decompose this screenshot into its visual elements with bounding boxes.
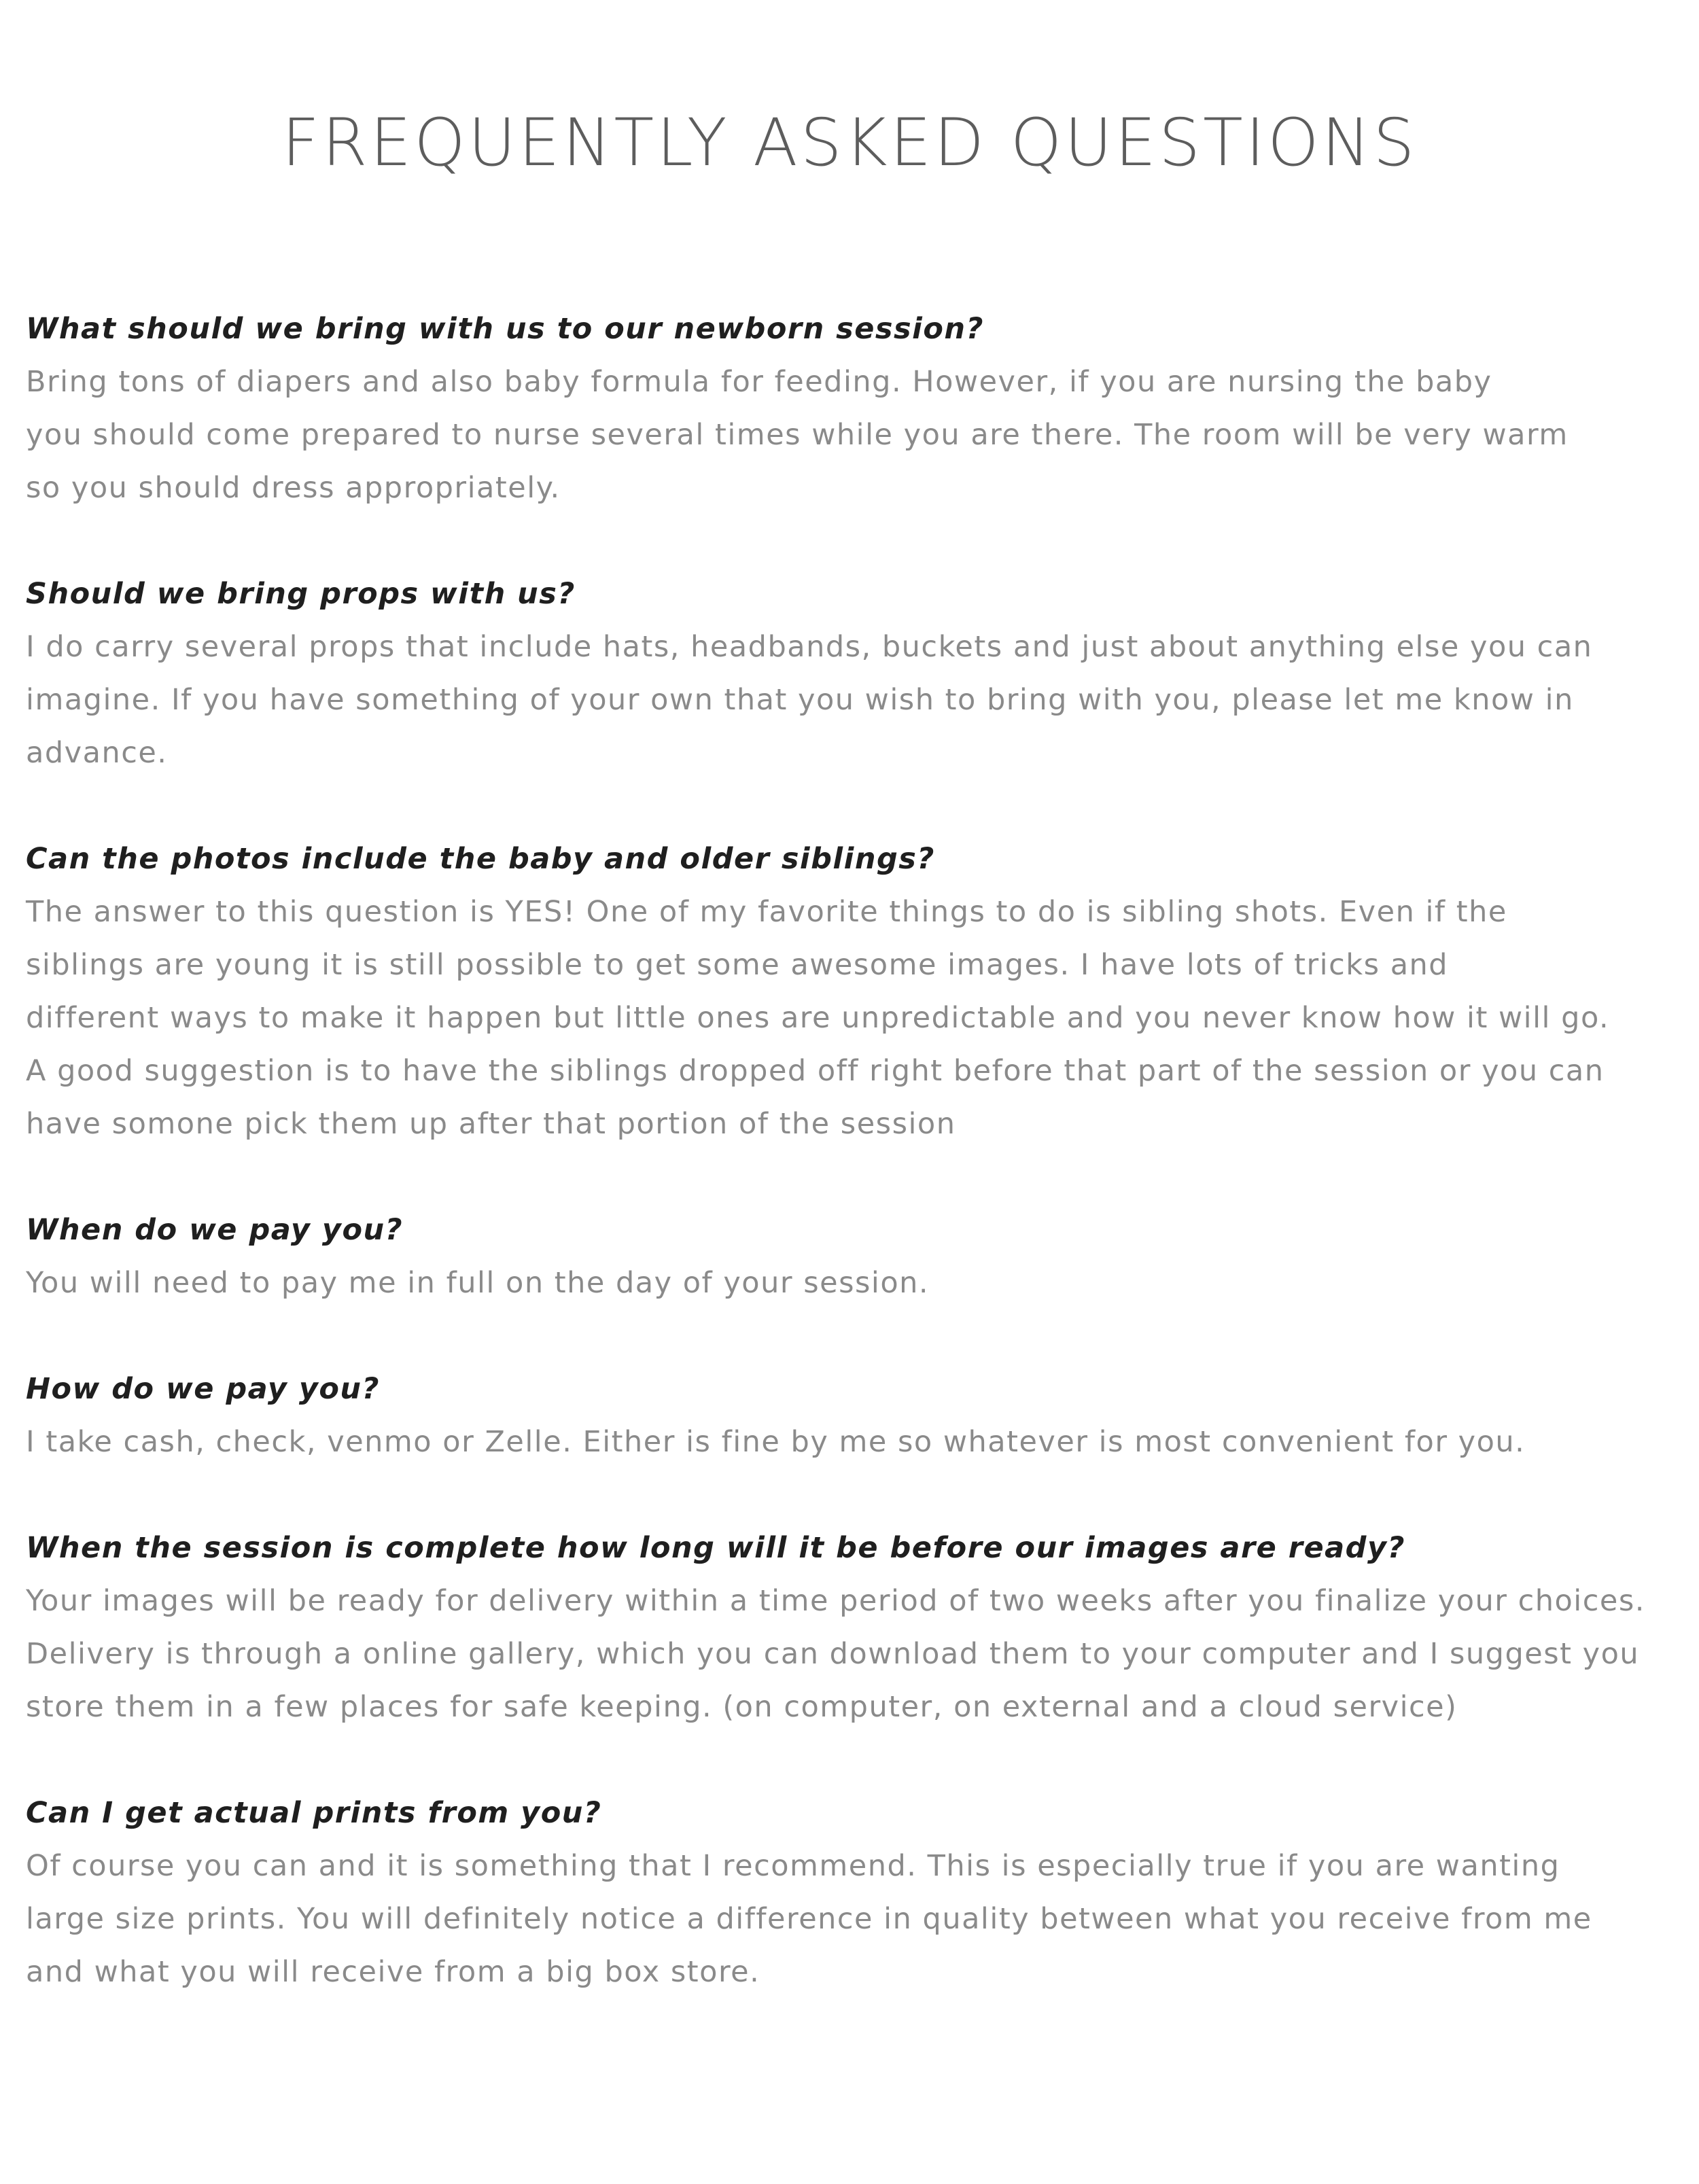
faq-question: Can I get actual prints from you? xyxy=(26,1796,602,1830)
faq-item-5 xyxy=(26,1362,1684,1468)
faq-answer-line: store them in a few places for safe keeping. (on computer, on external and a cloud service) xyxy=(26,1690,1458,1724)
faq-answer xyxy=(26,620,1684,779)
faq-item-3 xyxy=(26,832,1684,1150)
faq-answer-line: Delivery is through a online gallery, which you can download them to your computer and I suggest you xyxy=(26,1637,1640,1671)
faq-answer-line: Your images will be ready for delivery within a time period of two weeks after you finalize your choices. xyxy=(26,1584,1645,1618)
faq-answer-line: siblings are young it is still possible to get some awesome images. I have lots of tricks and xyxy=(26,948,1449,982)
faq-answer-line: Of course you can and it is something that I recommend. This is especially true if you are wanting xyxy=(26,1849,1560,1883)
faq-answer xyxy=(26,1256,1684,1309)
faq-list xyxy=(26,302,1684,2051)
faq-answer-line: The answer to this question is YES! One of my favorite things to do is sibling shots. Even if the xyxy=(26,895,1507,929)
faq-question: Should we bring props with us? xyxy=(26,577,576,611)
faq-question: Can the photos include the baby and older siblings? xyxy=(26,842,935,876)
faq-answer xyxy=(26,1415,1684,1468)
faq-question: When the session is complete how long will it be before our images are ready? xyxy=(26,1531,1405,1565)
faq-item-2 xyxy=(26,567,1684,779)
faq-answer-line: so you should dress appropriately. xyxy=(26,471,561,505)
faq-question: How do we pay you? xyxy=(26,1372,380,1406)
faq-question: When do we pay you? xyxy=(26,1213,404,1247)
faq-answer-line: have somone pick them up after that portion of the session xyxy=(26,1107,956,1141)
faq-answer xyxy=(26,355,1684,514)
faq-answer-line: Bring tons of diapers and also baby formula for feeding. However, if you are nursing the baby xyxy=(26,365,1492,399)
page-title: FREQUENTLY ASKED QUESTIONS xyxy=(281,105,1418,181)
faq-question: What should we bring with us to our newborn session? xyxy=(26,312,984,346)
faq-answer-line: you should come prepared to nurse several times while you are there. The room will be very warm xyxy=(26,418,1569,452)
faq-answer-line: and what you will receive from a big box store. xyxy=(26,1955,760,1989)
faq-answer xyxy=(26,1839,1684,1998)
faq-answer xyxy=(26,885,1684,1150)
faq-item-7 xyxy=(26,1786,1684,1998)
faq-answer-line: imagine. If you have something of your own that you wish to bring with you, please let me know in xyxy=(26,683,1574,717)
faq-answer-line: advance. xyxy=(26,736,168,770)
faq-answer-line: I take cash, check, venmo or Zelle. Either is fine by me so whatever is most convenient for you. xyxy=(26,1425,1526,1459)
faq-answer-line: A good suggestion is to have the siblings dropped off right before that part of the session or you can xyxy=(26,1054,1605,1088)
faq-item-4 xyxy=(26,1203,1684,1309)
faq-item-1 xyxy=(26,302,1684,514)
faq-answer xyxy=(26,1574,1684,1733)
faq-item-6 xyxy=(26,1521,1684,1733)
faq-answer-line: I do carry several props that include hats, headbands, buckets and just about anything else you can xyxy=(26,630,1593,664)
faq-answer-line: different ways to make it happen but little ones are unpredictable and you never know how it will go. xyxy=(26,1001,1610,1035)
faq-answer-line: large size prints. You will definitely notice a difference in quality between what you receive from me xyxy=(26,1902,1592,1936)
faq-answer-line: You will need to pay me in full on the day of your session. xyxy=(26,1266,930,1300)
